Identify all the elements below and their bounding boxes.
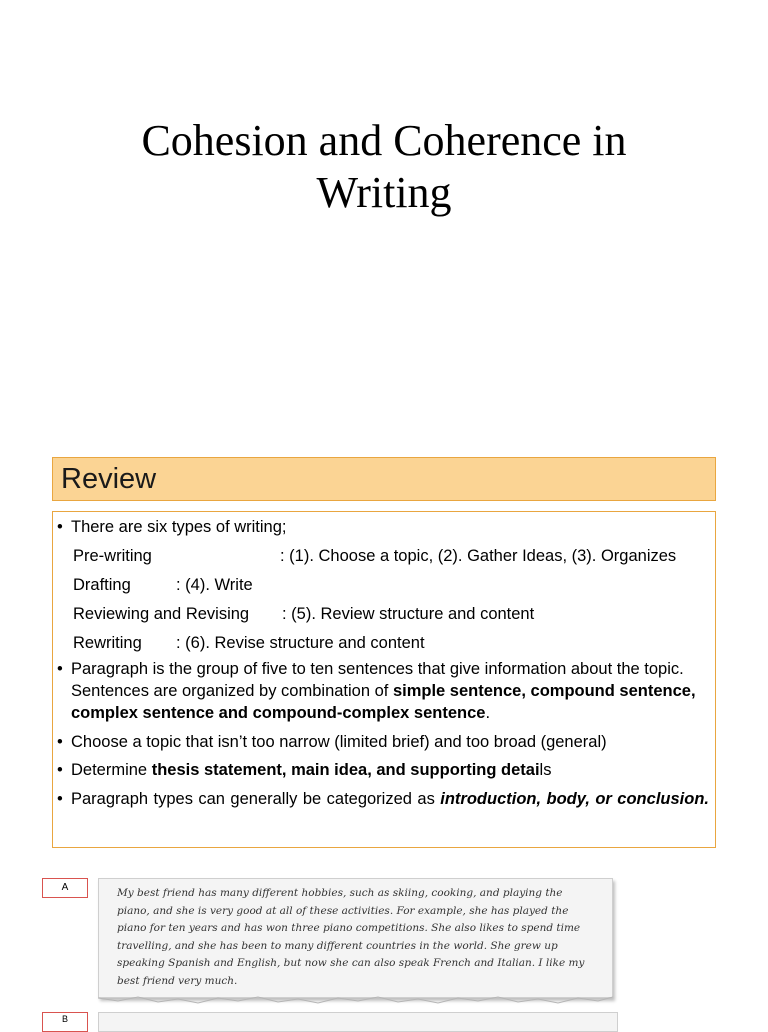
slide-title-line-1: Cohesion and Coherence in [141,116,627,165]
stage-detail: : (4). Write [176,576,253,594]
sample-paragraph-a [98,878,613,998]
stage-name: Drafting [73,576,131,594]
stage-detail: : (6). Revise structure and content [176,634,425,652]
slide-title [0,115,768,219]
stage-name: Rewriting [73,634,142,652]
stage-name: Reviewing and Revising [73,605,250,623]
bullet-paragraph-definition [71,658,709,724]
slide-title-line-2: Writing [316,168,452,217]
review-heading: Review [61,463,157,495]
torn-edge [98,994,613,1004]
sample-a-text: My best friend has many different hobbies, such as skiing, cooking, and playing the piano, and she is very good at all of these activities. For example, she has played the piano for ten years and has won three piano competitions. She also likes to spend time travelling, and she has been to many different countries in the world. She grew up speaking Spanish and English, but now she can also speak French and Italian. I like my best friend very much. [117,887,585,987]
paragraph-types-text: Paragraph types can generally be categorized as [71,790,441,808]
bullet-icon: • [57,733,63,751]
bullet-paragraph-types [71,788,709,810]
writing-types-text: There are six types of writing; [71,518,287,536]
paragraph-types-bold: introduction, body, or conclusion. [440,790,709,808]
stage-detail: : (5). Review structure and content [282,605,535,623]
bullet-icon: • [57,790,63,808]
paragraph-definition-text: Paragraph is the group of five to ten sentences that give information about the topic. Sentences are organized by combination of [71,660,684,700]
bullet-icon: • [57,761,63,779]
paragraph-definition-end: . [485,704,491,722]
bullet-icon: • [57,660,63,678]
determine-text: Determine thesis statement, main idea, and supporting details [71,761,552,779]
sample-label-a: A [42,878,88,898]
stage-detail: : (1). Choose a topic, (2). Gather Ideas, (3). Organizes [280,547,677,565]
sentence-types-bold: simple sentence, compound sentence, complex sentence and compound-complex sentence [71,682,696,722]
bullet-icon: • [57,518,63,536]
choose-topic-text: Choose a topic that isn’t too narrow (limited brief) and too broad (general) [71,733,607,751]
sample-label-b: B [42,1012,88,1032]
review-content-box [52,511,716,848]
stage-name: Pre-writing [73,547,152,565]
sample-paragraph-b [98,1012,618,1032]
review-heading-bar [52,457,716,501]
